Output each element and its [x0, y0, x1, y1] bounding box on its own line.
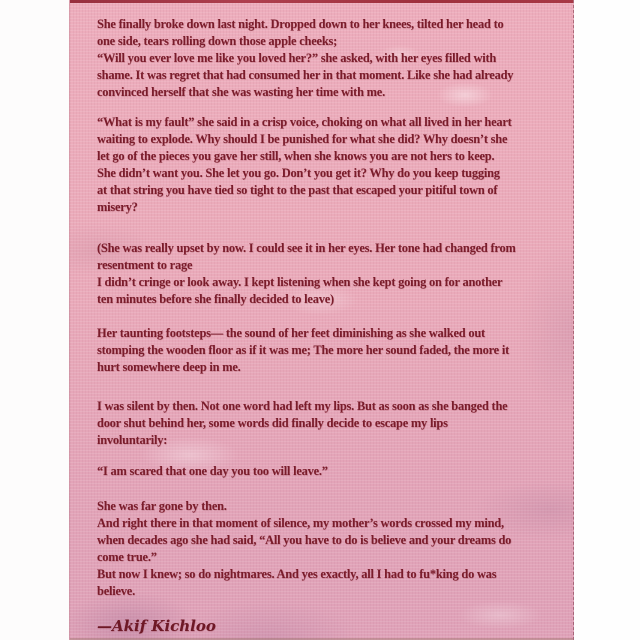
paper-top-edge	[70, 0, 573, 3]
text-line: Her taunting footsteps— the sound of her feet diminishing as she walked out	[97, 326, 485, 340]
poem-paragraphs	[97, 16, 563, 600]
text-line: “Will you ever love me like you loved her?” she asked, with her eyes filled with	[97, 51, 497, 65]
text-line: come true.”	[97, 550, 157, 564]
text-line: at that string you have tied so tight to the past that escaped your pitiful town of	[97, 183, 498, 197]
para-footsteps	[97, 325, 563, 376]
text-line: hurt somewhere deep in me.	[97, 360, 241, 374]
poem-text	[97, 16, 563, 635]
para-what-is-my-fault	[97, 114, 563, 216]
para-quote	[97, 463, 563, 480]
paper-page	[69, 0, 574, 640]
text-line: stomping the wooden floor as if it was me; The more her sound faded, the more it	[97, 343, 510, 357]
text-line: believe.	[97, 584, 135, 598]
para-parenthetical	[97, 240, 563, 308]
text-line: one side, tears rolling down those apple cheeks;	[97, 34, 338, 48]
text-line: resentment to rage	[97, 258, 193, 272]
text-line: “What is my fault” she said in a crisp voice, choking on what all lived in her heart	[97, 115, 512, 129]
para-silent	[97, 398, 563, 449]
text-line: involuntarily:	[97, 433, 168, 447]
text-line: She didn’t want you. She let you go. Don’t you get it? Why do you keep tugging	[97, 166, 500, 180]
para-breakdown	[97, 16, 563, 101]
text-line: She finally broke down last night. Dropped down to her knees, tilted her head to	[97, 17, 504, 31]
text-line: waiting to explode. Why should I be punished for what she did? Why doesn’t she	[97, 132, 508, 146]
text-line: convinced herself that she was wasting her time with me.	[97, 85, 385, 99]
text-line: misery?	[97, 200, 138, 214]
text-line: But now I knew; so do nightmares. And yes exactly, all I had to fu*king do was	[97, 567, 497, 581]
text-line: She was far gone by then.	[97, 499, 227, 513]
text-line: ten minutes before she finally decided to leave)	[97, 292, 334, 306]
text-line: when decades ago she had said, “All you have to do is believe and your dreams do	[97, 533, 512, 547]
text-line: I was silent by then. Not one word had left my lips. But as soon as she banged the	[97, 399, 508, 413]
author-signature: —Akif Kichloo	[97, 617, 216, 635]
text-line: let go of the pieces you gave her still, when she knows you are not hers to keep.	[97, 149, 495, 163]
para-far-gone	[97, 498, 563, 600]
text-line: “I am scared that one day you too will leave.”	[97, 464, 328, 478]
text-line: door shut behind her, some words did finally decide to escape my lips	[97, 416, 448, 430]
text-line: And right there in that moment of silence, my mother’s words crossed my mind,	[97, 516, 504, 530]
text-line: I didn’t cringe or look away. I kept listening when she kept going on for another	[97, 275, 503, 289]
text-line: (She was really upset by now. I could see it in her eyes. Her tone had changed from	[97, 241, 516, 255]
text-line: shame. It was regret that had consumed her in that moment. Like she had already	[97, 68, 514, 82]
